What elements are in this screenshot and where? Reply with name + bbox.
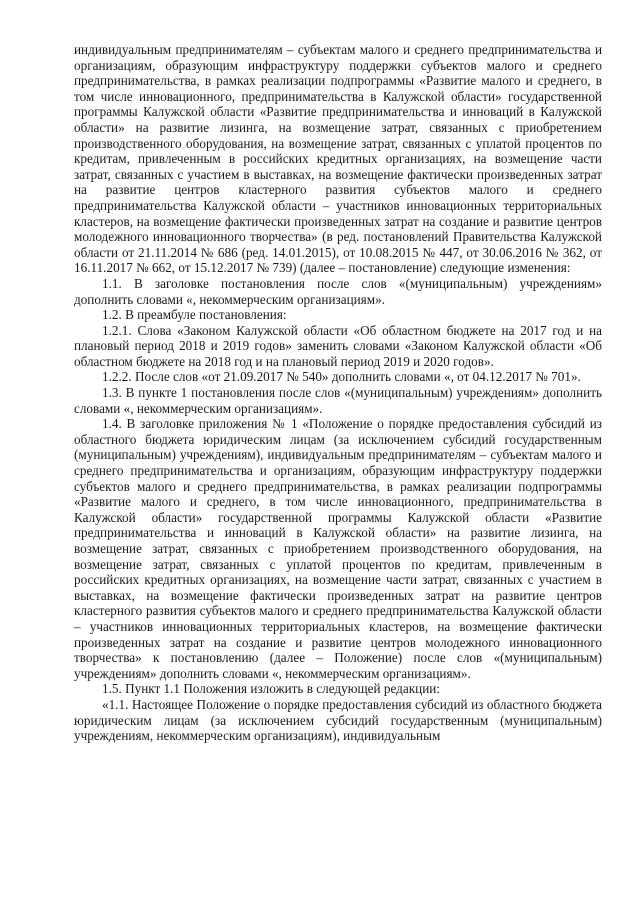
paragraph-1-1: 1.1. В заголовке постановления после слов «(муниципальным) учреждениям» дополнить словами «, некоммерческим организациям».	[74, 275, 602, 307]
document-page	[74, 42, 602, 744]
paragraph-1-2-1: 1.2.1. Слова «Законом Калужской области «Об областном бюджете на 2017 год и на плановый период 2018 и 2019 годов» заменить словами «Законом Калужской области «Об областном бюджете на 2018 год и на плановый период 2019 и 2020 годов».	[74, 322, 602, 369]
paragraph-1-5: 1.5. Пункт 1.1 Положения изложить в следующей редакции:	[102, 681, 440, 697]
paragraph-1-3: 1.3. В пункте 1 постановления после слов «(муниципальным) учреждениям» дополнить словами «, некоммерческим организациям».	[74, 385, 602, 416]
paragraph-1-2-2: 1.2.2. После слов «от 21.09.2017 № 540» дополнить словами «, от 04.12.2017 № 701».	[102, 369, 581, 385]
paragraph-1-2: 1.2. В преамбуле постановления:	[102, 307, 287, 323]
paragraph-continuation: индивидуальным предпринимателям – субъектам малого и среднего предпринимательства и организациям, образующим инфраструктуру поддержки субъектов малого и среднего предпринимательства, в рамках реализации подпрограммы «Развитие малого и среднего, в том числе инновационного, предпринимательства в Калужской области» государственной программы Калужской области «Развитие предпринимательства и инноваций в Калужской области» на развитие лизинга, на возмещение затрат, связанных с приобретением производственного оборудования, на возмещение затрат, связанных с уплатой процентов по кредитам, привлеченным в российских кредитных организациях, на возмещение части затрат, связанных с участием в выставках, на возмещение фактически произведенных затрат на развитие центров кластерного развития субъектов малого и среднего предпринимательства Калужской области – участников инновационных территориальных кластеров, на возмещение фактически произведенных затрат на создание и развитие центров молодежного инновационного творчества» (в ред. постановлений Правительства Калужской области от 21.11.2014 № 686 (ред. 14.01.2015), от 10.08.2015 № 447, от 30.06.2016 № 362, от 16.11.2017 № 662, от 15.12.2017 № 739) (далее – постановление) следующие изменения:	[74, 42, 602, 276]
paragraph-1-4: 1.4. В заголовке приложения № 1 «Положение о порядке предоставления субсидий из областного бюджета юридическим лицам (за исключением субсидий государственным (муниципальным) учреждениям), индивидуальным предпринимателям – субъектам малого и среднего предпринимательства и организациям, образующим инфраструктуру поддержки субъектов малого и среднего предпринимательства, в рамках реализации подпрограммы «Развитие малого и среднего, в том числе инновационного, предпринимательства в Калужской области» государственной программы Калужской области «Развитие предпринимательства и инноваций в Калужской области» на развитие лизинга, на возмещение затрат, связанных с приобретением производственного оборудования, на возмещение затрат, связанных с уплатой процентов по кредитам, привлеченным в российских кредитных организациях, на возмещение части затрат, связанных с участием в выставках, на возмещение фактически произведенных затрат на развитие центров кластерного развития субъектов малого и среднего предпринимательства Калужской области – участников инновационных территориальных кластеров, на возмещение фактически произведенных затрат на создание и развитие центров молодежного инновационного творчества» к постановлению (далее – Положение) после слов «(муниципальным) учреждениям» дополнить словами «, некоммерческим организациям».	[74, 416, 602, 681]
paragraph-quoted-1-1: «1.1. Настоящее Положение о порядке предоставления субсидий из областного бюджета юридическим лицам (за исключением субсидий государственным (муниципальным) учреждениям, некоммерческим организациям), индивидуальным	[74, 696, 602, 744]
